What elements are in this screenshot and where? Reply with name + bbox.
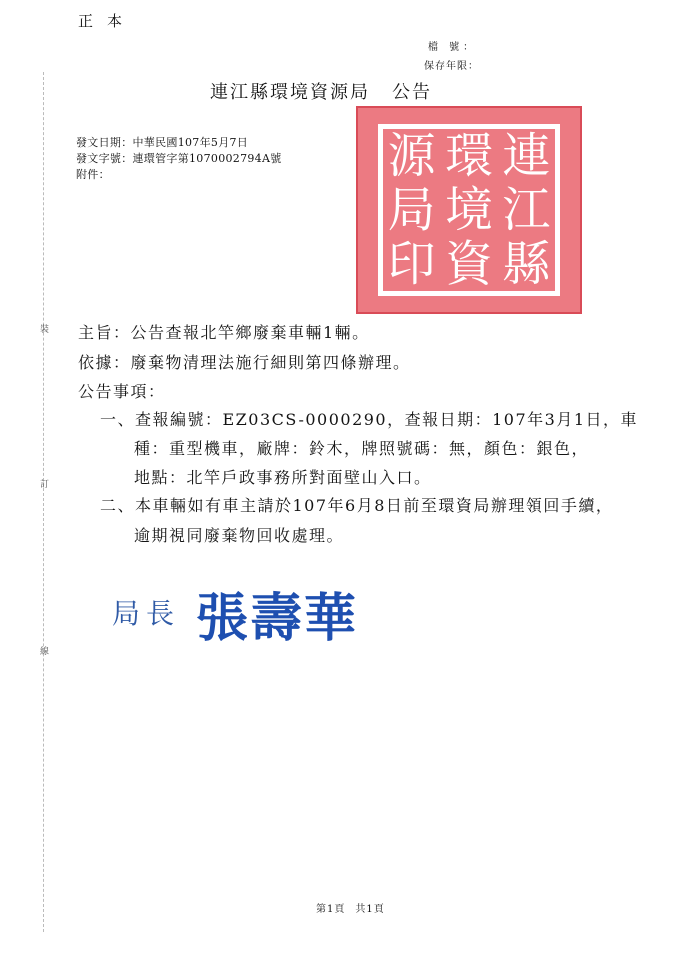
seal-grid — [378, 124, 560, 296]
seal-char: 資 — [445, 236, 494, 292]
seal-char: 境 — [445, 182, 494, 238]
retention-label: 保存年限： — [424, 61, 479, 72]
attachment-label: 附件： — [76, 168, 110, 181]
seal-char: 環 — [445, 128, 494, 184]
copy-mark: 正本 — [78, 12, 137, 30]
issue-number: 發文字號：連環管字第1070002794A號 — [76, 152, 282, 165]
document-type: 公告 — [392, 82, 432, 103]
seal-char: 連 — [502, 128, 551, 184]
document-title — [210, 78, 432, 104]
binding-dashed-line — [43, 72, 44, 932]
page-current: 第1頁 — [316, 904, 346, 915]
seal-char: 源 — [387, 128, 436, 184]
seal-char: 印 — [387, 236, 436, 292]
notice-item-1-cont: 種：重型機車，廠牌：鈴木，牌照號碼：無，顏色：銀色， — [134, 439, 590, 458]
page-number — [316, 900, 385, 915]
agency-name: 連江縣環境資源局 — [210, 82, 370, 103]
notice-heading: 公告事項： — [78, 382, 166, 401]
binding-mark: 線 — [40, 647, 50, 657]
binding-mark: 裝 — [40, 325, 50, 335]
notice-item-1-cont: 地點：北竿戶政事務所對面壁山入口。 — [134, 468, 432, 487]
subject-line: 主旨：公告查報北竿鄉廢棄車輛1輛。 — [78, 323, 370, 342]
director-title: 局長 — [112, 597, 181, 630]
page-total: 共1頁 — [355, 904, 385, 915]
notice-item-2: 二、本車輛如有車主請於107年6月8日前至環資局辦理領回手續， — [100, 496, 614, 515]
file-number-label: 檔 號： — [428, 42, 478, 53]
notice-item-2-cont: 逾期視同廢棄物回收處理。 — [134, 526, 345, 545]
binding-mark: 訂 — [40, 480, 50, 490]
director-signature: 張壽華 — [196, 589, 359, 649]
notice-item-1: 一、查報編號：EZ03CS-0000290，查報日期：107年3月1日，車 — [100, 410, 639, 429]
issue-date: 發文日期：中華民國107年5月7日 — [76, 136, 249, 149]
basis-line: 依據：廢棄物清理法施行細則第四條辦理。 — [78, 353, 411, 372]
seal-char: 局 — [387, 182, 436, 238]
seal-char: 縣 — [502, 236, 551, 292]
official-seal — [356, 106, 582, 314]
seal-char: 江 — [502, 182, 551, 238]
